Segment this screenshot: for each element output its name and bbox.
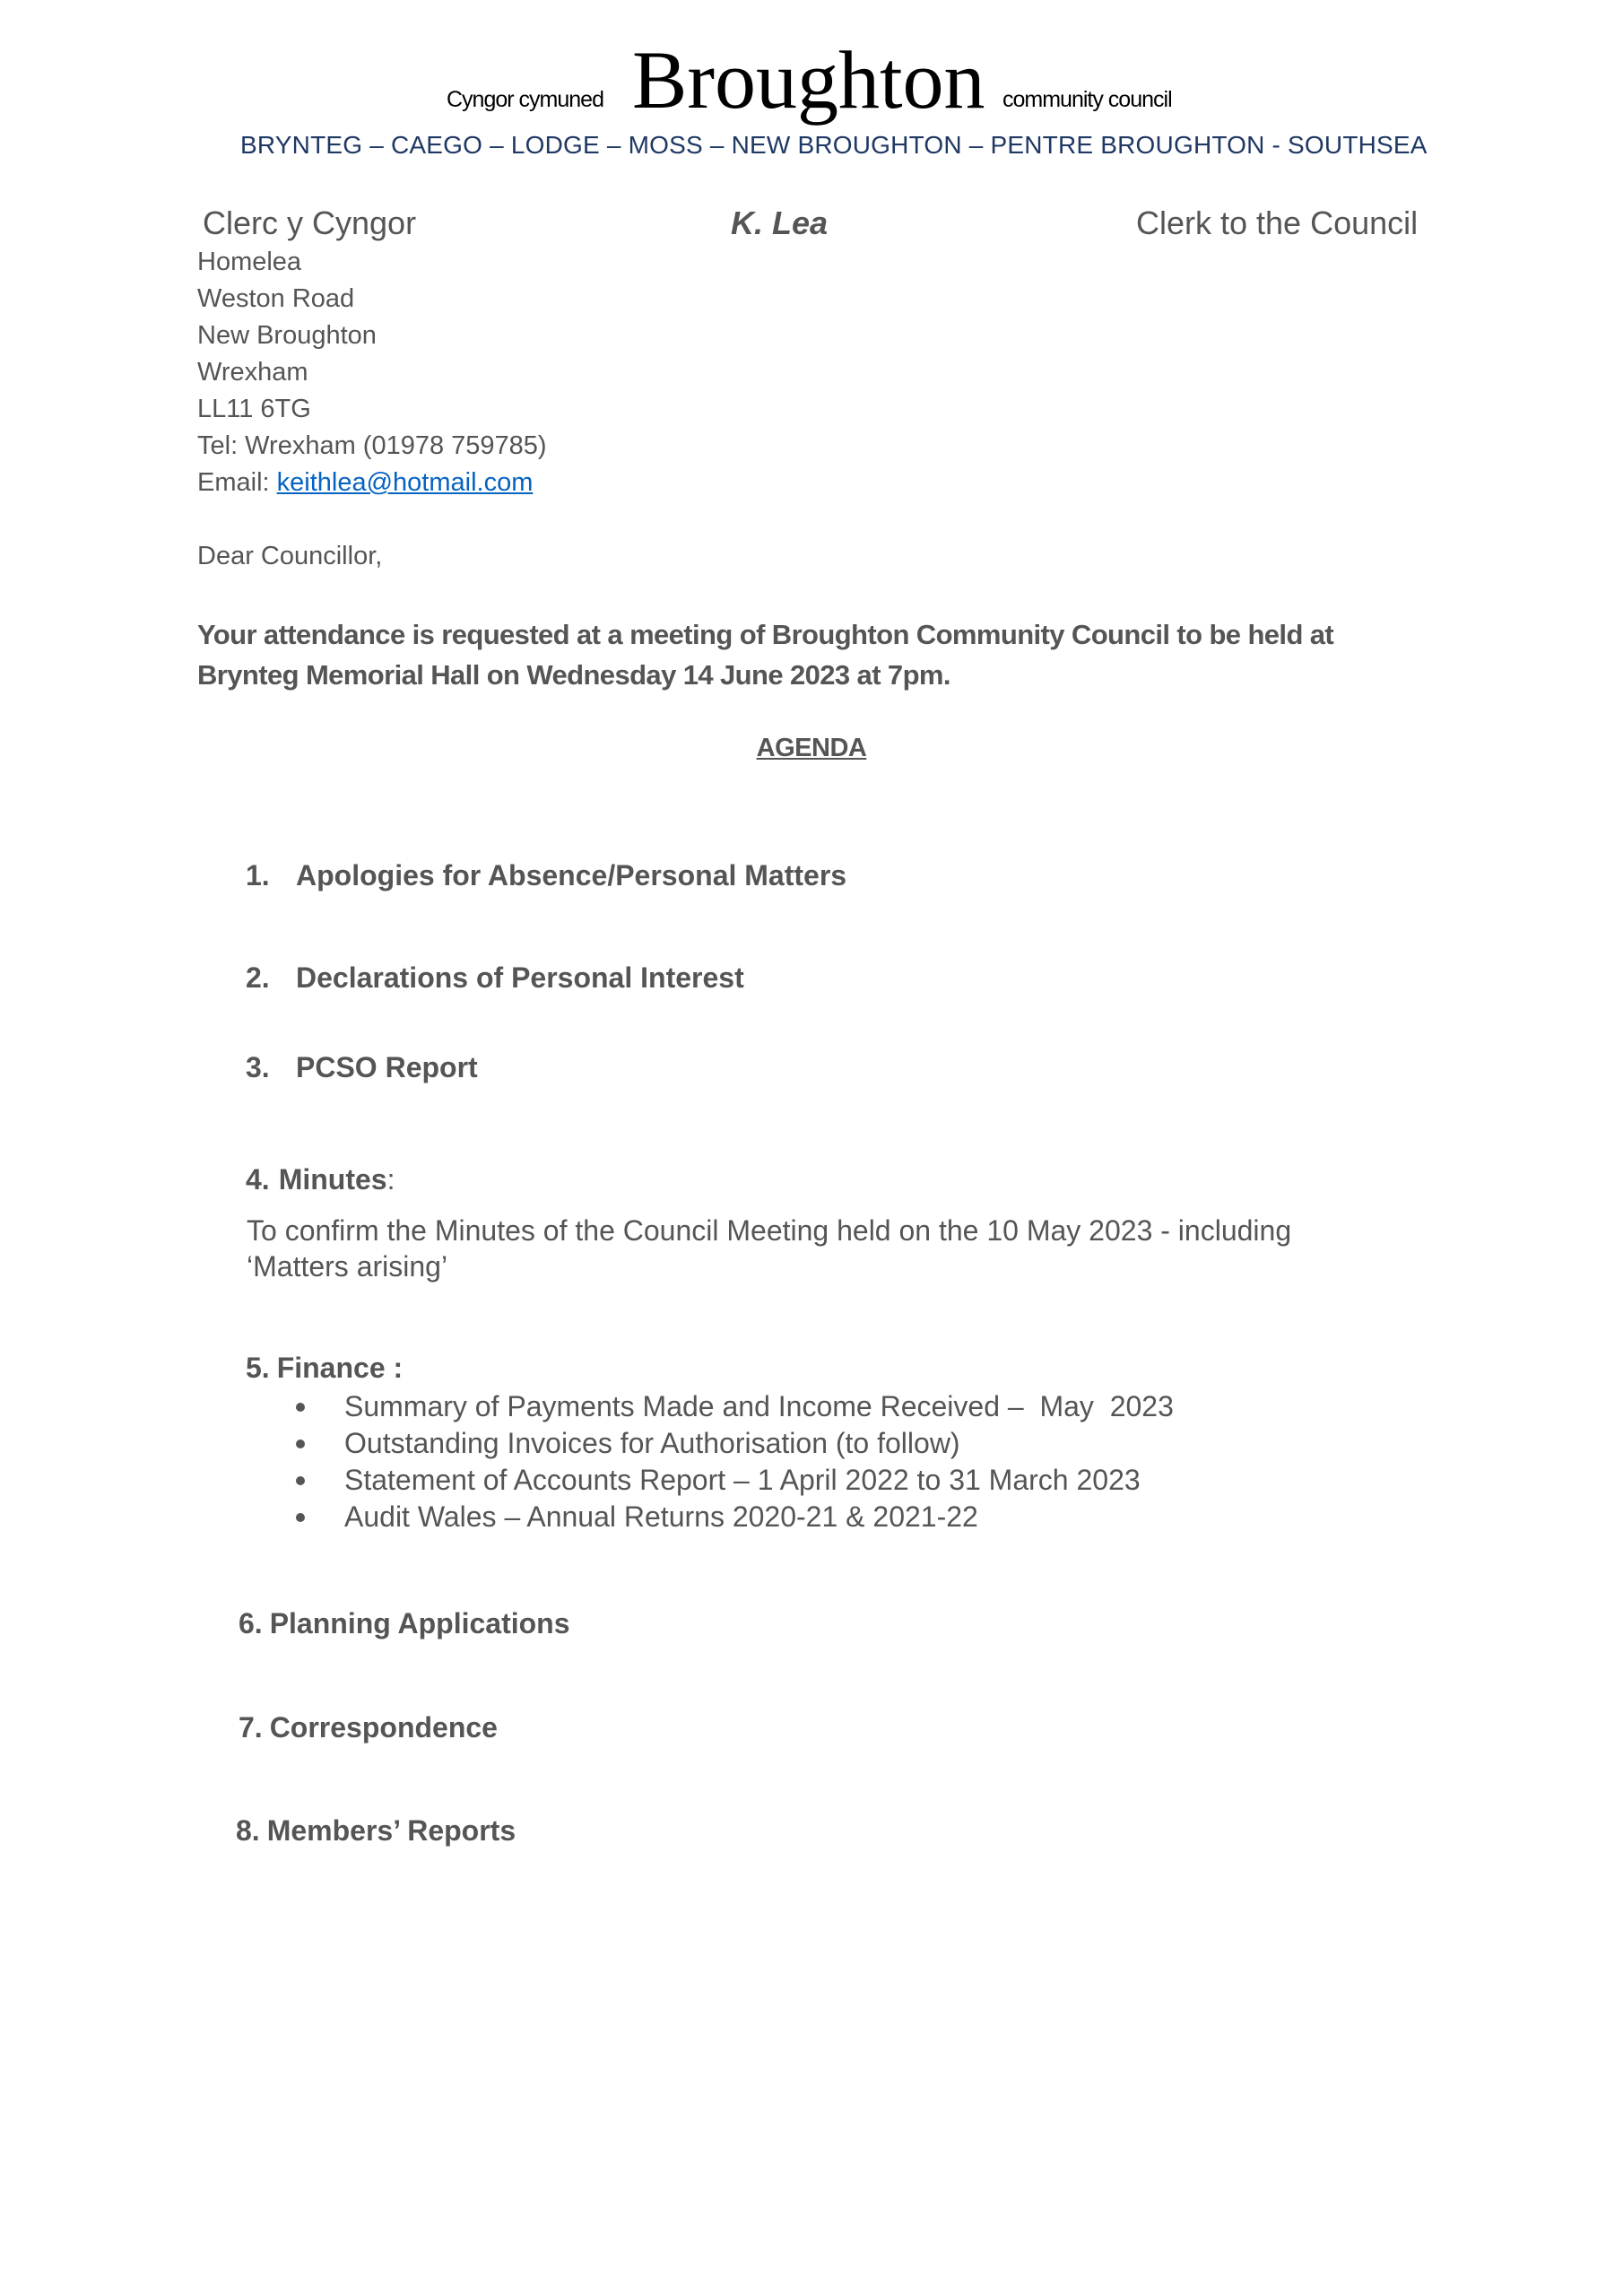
salutation: Dear Councillor, (197, 542, 383, 570)
letterhead-villages: BRYNTEG – CAEGO – LODGE – MOSS – NEW BROUGHTON – PENTRE BROUGHTON - SOUTHSEA (240, 131, 1428, 159)
agenda-item (236, 1814, 516, 1848)
email-label: Email: (197, 468, 277, 497)
agenda-item (246, 1352, 403, 1385)
finance-bullet (296, 1425, 1174, 1462)
agenda-item-number: 7. (239, 1711, 263, 1744)
agenda-item-title: Apologies for Absence/Personal Matters (296, 859, 847, 891)
agenda-item-number: 3. (246, 1051, 270, 1083)
meeting-notice (197, 614, 1333, 695)
finance-bullet (296, 1499, 1174, 1535)
agenda-item-number: 1. (246, 859, 270, 891)
clerk-english-title: Clerk to the Council (1136, 204, 1419, 241)
meeting-notice-line: Brynteg Memorial Hall on Wednesday 14 June 2023 at 7pm. (197, 659, 950, 691)
finance-bullet-text: Outstanding Invoices for Authorisation (to follow) (344, 1427, 960, 1459)
minutes-detail-line: To confirm the Minutes of the Council Meeting held on the 10 May 2023 - including (247, 1214, 1292, 1247)
bullet-icon (296, 1403, 305, 1412)
address-block (197, 244, 547, 501)
letterhead-welsh-prefix: Cyngor cymuned (447, 87, 603, 112)
finance-bullet (296, 1388, 1174, 1425)
agenda-item-title: Declarations of Personal Interest (296, 961, 744, 994)
meeting-notice-line: Your attendance is requested at a meeting of Broughton Community Council to be held at (197, 619, 1334, 650)
address-line: Weston Road (197, 284, 355, 313)
minutes-detail-line: ‘Matters arising’ (247, 1250, 448, 1283)
email-line (197, 465, 547, 501)
clerk-welsh-title: Clerc y Cyngor (203, 204, 417, 241)
agenda-item-number: 4. (246, 1163, 270, 1196)
finance-bullet (296, 1462, 1174, 1499)
agenda-item (239, 1711, 498, 1744)
letterhead-council-name: Broughton (632, 34, 985, 126)
agenda-item (246, 1051, 478, 1084)
finance-bullet-list (296, 1388, 1174, 1535)
letterhead-english-suffix: community council (1002, 87, 1172, 112)
address-line: New Broughton (197, 321, 377, 350)
agenda-item-title: Members’ Reports (266, 1814, 516, 1847)
address-line: Wrexham (197, 358, 308, 387)
agenda-item-title: Minutes (278, 1163, 387, 1196)
agenda-item-title: Planning Applications (269, 1607, 570, 1639)
finance-bullet-text: Statement of Accounts Report – 1 April 2022 to 31 March 2023 (344, 1464, 1141, 1496)
agenda-item-title: Correspondence (269, 1711, 498, 1744)
agenda-item-number: 6. (239, 1607, 263, 1639)
agenda-item (239, 1607, 570, 1640)
agenda-item-colon: : (386, 1163, 395, 1196)
agenda-item (246, 961, 744, 995)
agenda-item-number: 5. (246, 1352, 270, 1384)
agenda-item-title: Finance : (276, 1352, 404, 1384)
email-link[interactable]: keithlea@hotmail.com (276, 468, 534, 497)
agenda-item-number: 8. (236, 1814, 260, 1847)
agenda-title: AGENDA (756, 734, 867, 762)
finance-bullet-text: Summary of Payments Made and Income Received – May 2023 (344, 1390, 1174, 1422)
address-line: Homelea (197, 248, 302, 276)
agenda-item (246, 859, 846, 892)
finance-bullet-text: Audit Wales – Annual Returns 2020-21 & 2021-22 (344, 1500, 978, 1533)
agenda-item-number: 2. (246, 961, 270, 994)
bullet-icon (296, 1513, 305, 1522)
agenda-item (246, 1163, 395, 1196)
bullet-icon (296, 1439, 305, 1448)
address-line: LL11 6TG (197, 395, 311, 423)
bullet-icon (296, 1476, 305, 1485)
agenda-item-title: PCSO Report (296, 1051, 478, 1083)
telephone-line: Tel: Wrexham (01978 759785) (197, 431, 547, 460)
clerk-name: K. Lea (731, 204, 829, 241)
minutes-detail (247, 1213, 1291, 1284)
